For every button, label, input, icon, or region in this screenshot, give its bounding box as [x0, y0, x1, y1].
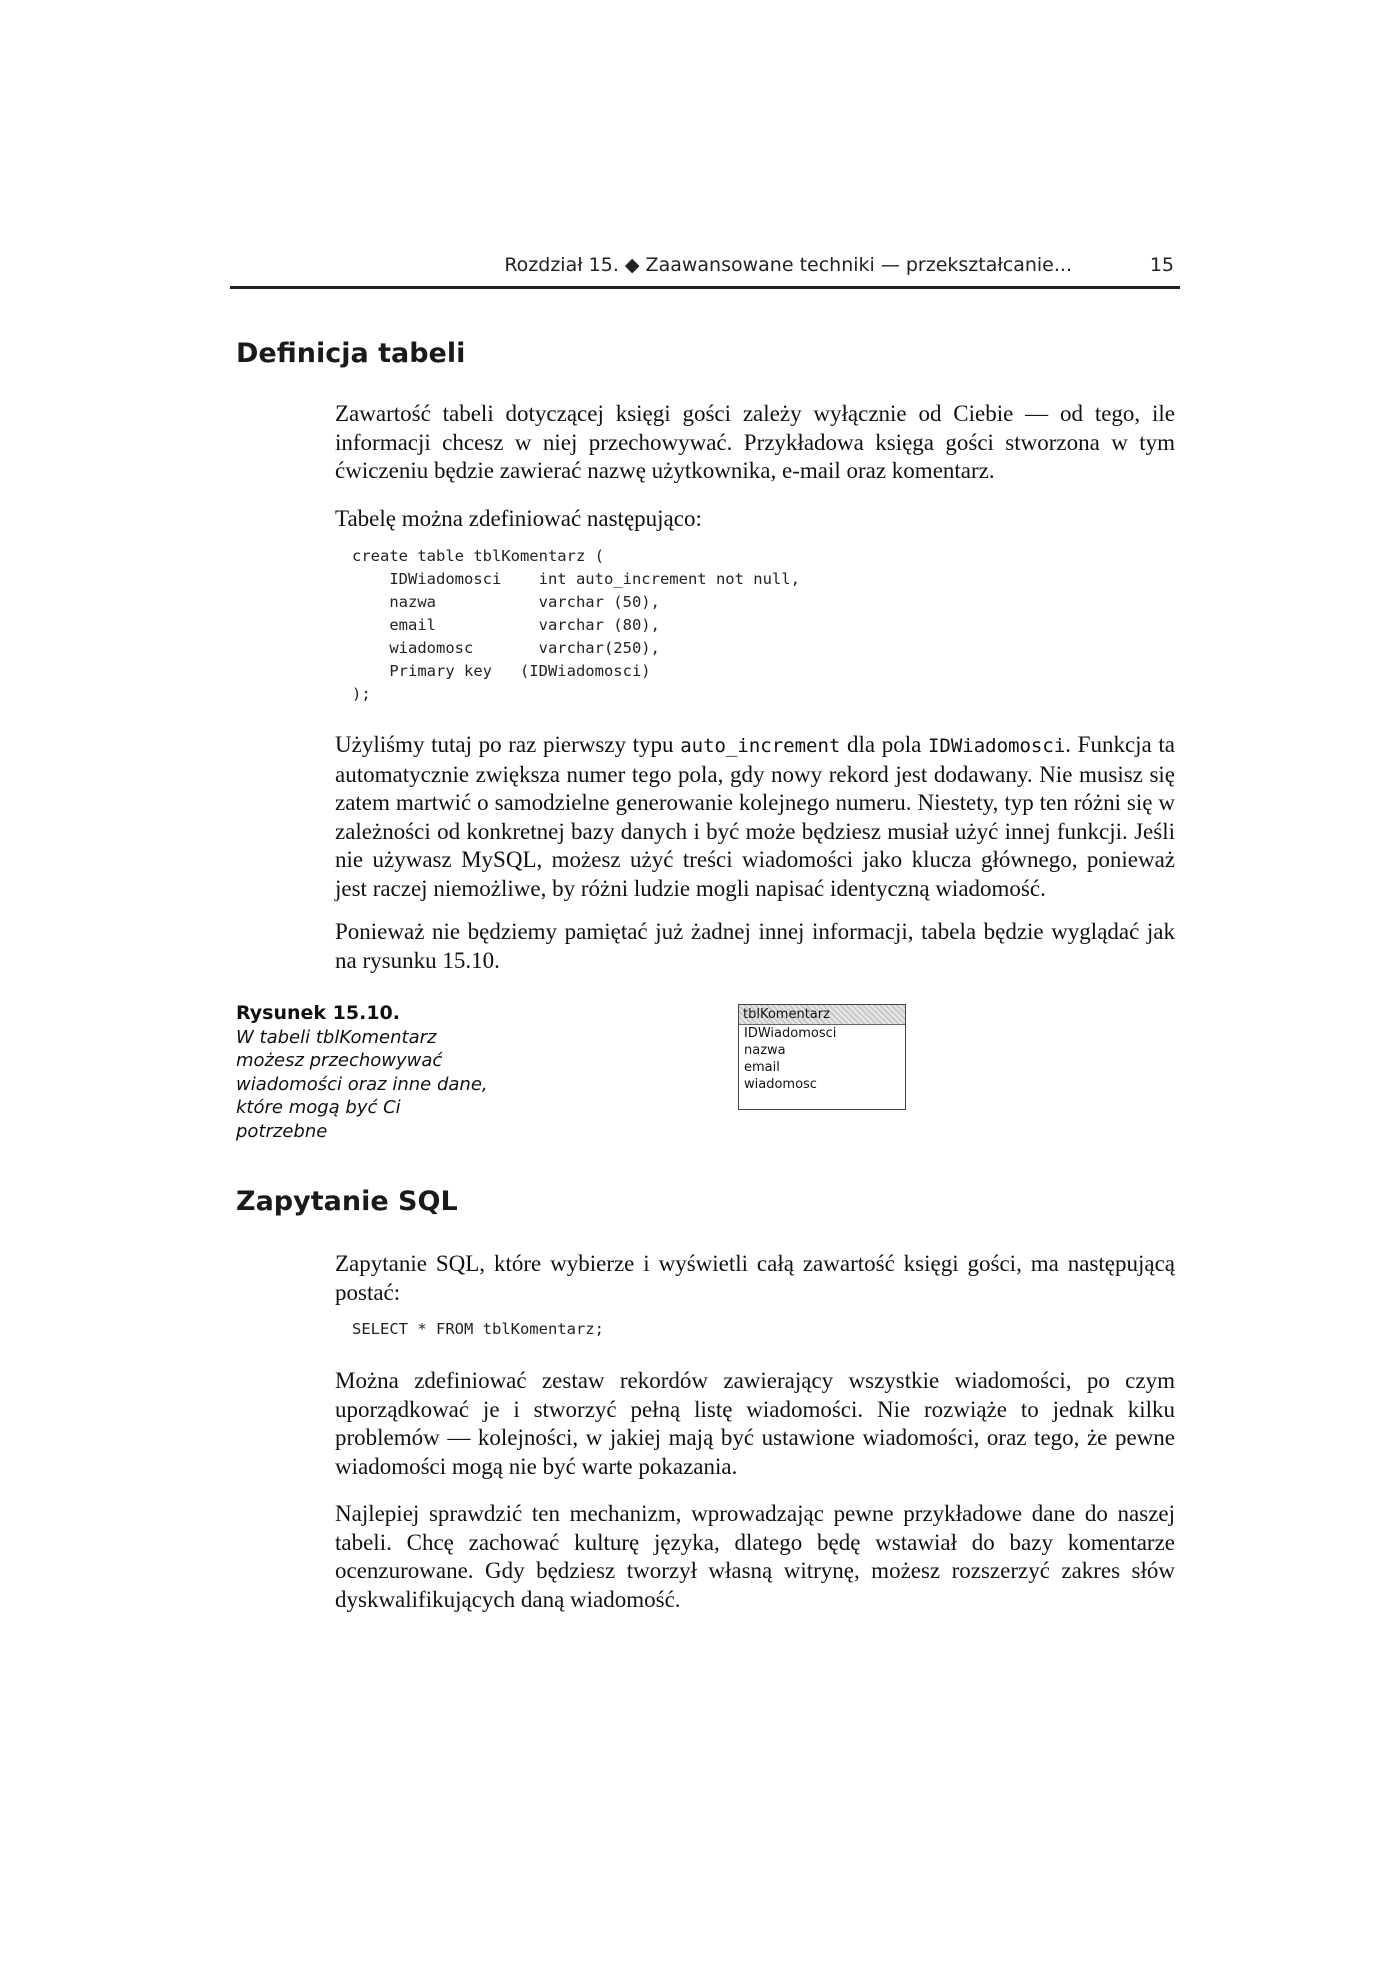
page-number: 15: [1149, 254, 1174, 276]
paragraph-define: Tabelę można zdefiniować następująco:: [335, 506, 702, 531]
table-field: wiadomosc: [744, 1077, 817, 1092]
running-header: [230, 252, 1180, 289]
figure-caption-text: W tabeli tblKomentarz możesz przechowywać wiadomości oraz inne dane, które mogą być Ci potrzebne: [236, 1026, 488, 1142]
paragraph-text: dla pola: [840, 732, 928, 757]
paragraph-sample-data: Najlepiej sprawdzić ten mechanizm, wprowadzając pewne przykładowe dane do naszej tabeli. Chcę zachować kulturę języka, dlatego będę wstawiał do bazy komentarze ocenzurowane. Gdy będziesz tworzył własną witrynę, możesz rozszerzyć zakres słów dyskwalifikujących daną wiadomość.: [335, 1501, 1175, 1612]
paragraph-text: . Funkcja ta automatycznie zwiększa numer tego pola, gdy nowy rekord jest dodawany. Nie musisz się zatem martwić o samodzielne generowanie kolejnego numeru. Niestety, typ ten różni się w zależności od konkretnej bazy danych i być może będziesz musiał użyć innej funkcji. Jeśli nie używasz MySQL, możesz użyć treści wiadomości jako klucza głównego, ponieważ jest raczej niemożliwe, by różni ludzie mogli napisać identyczną wiadomość.: [335, 732, 1176, 901]
paragraph-auto-increment: [335, 731, 1175, 903]
code-select: SELECT * FROM tblKomentarz;: [352, 1320, 604, 1338]
section-heading-sql-query: Zapytanie SQL: [236, 1186, 458, 1217]
figure-number: Rysunek 15.10.: [236, 1002, 400, 1024]
inline-code: IDWiadomosci: [927, 735, 1066, 757]
paragraph-recordset: Można zdefiniować zestaw rekordów zawierający wszystkie wiadomości, po czym uporządkować je i stworzyć pełną listę wiadomości. Nie rozwiąże to jednak kilku problemów — kolejności, w jakiej mają być ustawione wiadomości, oraz tego, że pewne wiadomości mogą nie być warte pokazania.: [335, 1368, 1175, 1479]
table-field: nazwa: [744, 1043, 786, 1058]
figure-caption: [236, 1002, 496, 1143]
table-diagram: [738, 1004, 906, 1110]
section-heading-table-definition: Definicja tabeli: [236, 338, 466, 369]
table-field: IDWiadomosci: [744, 1026, 837, 1041]
code-create-table: create table tblKomentarz ( IDWiadomosci int auto_increment not null, nazwa varchar (50), email varchar (80), wiadomosc varchar(250), Primary key (IDWiadomosci) );: [352, 547, 800, 703]
paragraph-sql-intro: Zapytanie SQL, które wybierze i wyświetli całą zawartość księgi gości, ma następującą postać:: [335, 1251, 1175, 1305]
inline-code: auto_increment: [680, 735, 841, 757]
table-name: tblKomentarz: [739, 1005, 905, 1025]
paragraph-intro: Zawartość tabeli dotyczącej księgi gości zależy wyłącznie od Ciebie — od tego, ile informacji chcesz w niej przechowywać. Przykładowa księga gości stworzona w tym ćwiczeniu będzie zawierać nazwę użytkownika, e-mail oraz komentarz.: [335, 401, 1175, 483]
chapter-title: Rozdział 15. ◆ Zaawansowane techniki — przekształcanie...: [504, 254, 1072, 276]
table-field: email: [744, 1060, 780, 1075]
paragraph-text: Użyliśmy tutaj po raz pierwszy typu: [335, 732, 681, 757]
paragraph-figure-ref: Ponieważ nie będziemy pamiętać już żadnej innej informacji, tabela będzie wyglądać jak na rysunku 15.10.: [335, 919, 1175, 973]
